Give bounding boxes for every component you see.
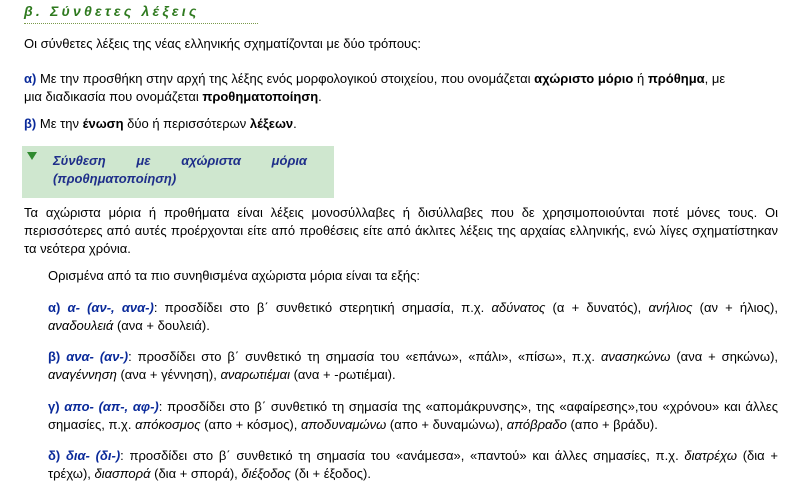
- section-title-text: β. Σύνθετες λέξεις: [24, 3, 200, 19]
- list-item: [48, 398, 778, 434]
- example-breakdown: (δι + έξοδος).: [290, 466, 371, 481]
- example-breakdown: (αν + ήλιος),: [692, 300, 778, 315]
- example-breakdown: (απο + κόσμος),: [200, 417, 301, 432]
- way-a-label: α): [24, 71, 37, 86]
- item-description: : προσδίδει στο β΄ συνθετικό τη σημασία της «απομάκρυνσης», της «αφαίρεσης»,του «χρόνου» και άλλες σημασίες, π.χ.: [48, 399, 778, 432]
- way-b-text-2: δύο ή περισσότερων: [123, 116, 250, 131]
- item-label: β): [48, 349, 61, 364]
- way-a-line-2-text: μια διαδικασία που ονομάζεται: [24, 89, 203, 104]
- subsection-heading-line-1: Σύνθεση με αχώριστα μόρια: [53, 153, 307, 168]
- example-breakdown: (ανα + γέννηση),: [116, 367, 221, 382]
- example-word: αναρωτιέμαι: [220, 367, 290, 382]
- way-a-text-2: ή: [633, 71, 648, 86]
- item-label: γ): [48, 399, 60, 414]
- item-description: : προσδίδει στο β΄ συνθετικό τη σημασία του «επάνω», «πάλι», «πίσω», π.χ.: [128, 349, 601, 364]
- example-word: αποδυναμώνω: [300, 417, 387, 432]
- item-label: α): [48, 300, 61, 315]
- example-word: διασπορά: [94, 466, 151, 481]
- term-achoristo-morio: αχώριστο μόριο: [534, 71, 634, 86]
- example-breakdown: (ανα + -ρωτιέμαι).: [289, 367, 396, 382]
- example-breakdown: (α + δυνατός),: [545, 300, 649, 315]
- example-word: αναδουλειά: [48, 318, 114, 333]
- example-breakdown: (ανα + δουλειά).: [113, 318, 210, 333]
- example-word: απόκοσμος: [135, 417, 201, 432]
- paragraph-list-intro: Ορισμένα από τα πιο συνηθισμένα αχώριστα μόρια είναι τα εξής:: [48, 268, 421, 283]
- item-prefix: α- (αν-, ανα-): [60, 300, 154, 315]
- way-b-text-3: .: [293, 116, 297, 131]
- example-word: απόβραδο: [506, 417, 567, 432]
- item-prefix: απο- (απ-, αφ-): [59, 399, 159, 414]
- item-description: : προσδίδει στο β΄ συνθετικό τη σημασία του «ανάμεσα», «παντού» και άλλες σημασίες, π.χ.: [120, 448, 685, 463]
- way-a-line-2-end: .: [318, 89, 322, 104]
- term-lexeon: λέξεων: [249, 116, 294, 131]
- example-word: αδύνατος: [491, 300, 546, 315]
- triangle-down-icon: [27, 152, 37, 160]
- item-prefix: δια- (δι-): [60, 448, 121, 463]
- list-item: [48, 299, 778, 335]
- list-item: [48, 447, 778, 483]
- term-prothimatopoiisi: προθηματοποίηση: [202, 89, 319, 104]
- section-title: [24, 3, 258, 24]
- way-a-text-1: Με την προσθήκη στην αρχή της λέξης ενός μορφολογικού στοιχείου, που ονομάζεται: [36, 71, 535, 86]
- item-prefix: ανα- (αν-): [60, 349, 129, 364]
- subsection-heading-line-2: (προθηματοποίηση): [53, 171, 177, 186]
- term-enosi: ένωση: [82, 116, 124, 131]
- example-breakdown: (δια + σπορά),: [150, 466, 242, 481]
- example-breakdown: (απο + βράδυ).: [566, 417, 658, 432]
- example-breakdown: (απο + δυναμώνω),: [386, 417, 507, 432]
- example-breakdown: (δια + τρέχω),: [48, 448, 778, 481]
- example-word: ανασηκώνω: [600, 349, 671, 364]
- item-label: δ): [48, 448, 61, 463]
- way-a-line-1: [24, 70, 725, 88]
- term-prothima: πρόθημα: [647, 71, 705, 86]
- way-a-line-2: [24, 88, 322, 106]
- example-word: διατρέχω: [684, 448, 737, 463]
- way-a-text-3: , με: [704, 71, 726, 86]
- way-b-text-1: Με την: [36, 116, 83, 131]
- paragraph-definition: Τα αχώριστα μόρια ή προθήματα είναι λέξεις μονοσύλλαβες ή δισύλλαβες που δε χρησιμοποιούνται ποτέ μόνες τους. Οι περισσότερες από αυτές προέρχονται είτε από προθέσεις είτε από άκλιτες λέξεις της αρχαίας ελληνικής, ενώ λίγες σχηματίστηκαν τα νεότερα χρόνια.: [24, 205, 778, 256]
- way-b-label: β): [24, 116, 37, 131]
- way-b-line: [24, 115, 297, 133]
- list-item: [48, 348, 778, 384]
- example-word: αναγέννηση: [48, 367, 117, 382]
- example-word: ανήλιος: [648, 300, 693, 315]
- item-description: : προσδίδει στο β΄ συνθετικό στερητική σημασία, π.χ.: [153, 300, 492, 315]
- example-breakdown: (ανα + σηκώνω),: [670, 349, 779, 364]
- intro-paragraph: Οι σύνθετες λέξεις της νέας ελληνικής σχηματίζονται με δύο τρόπους:: [24, 36, 422, 51]
- example-word: διέξοδος: [241, 466, 291, 481]
